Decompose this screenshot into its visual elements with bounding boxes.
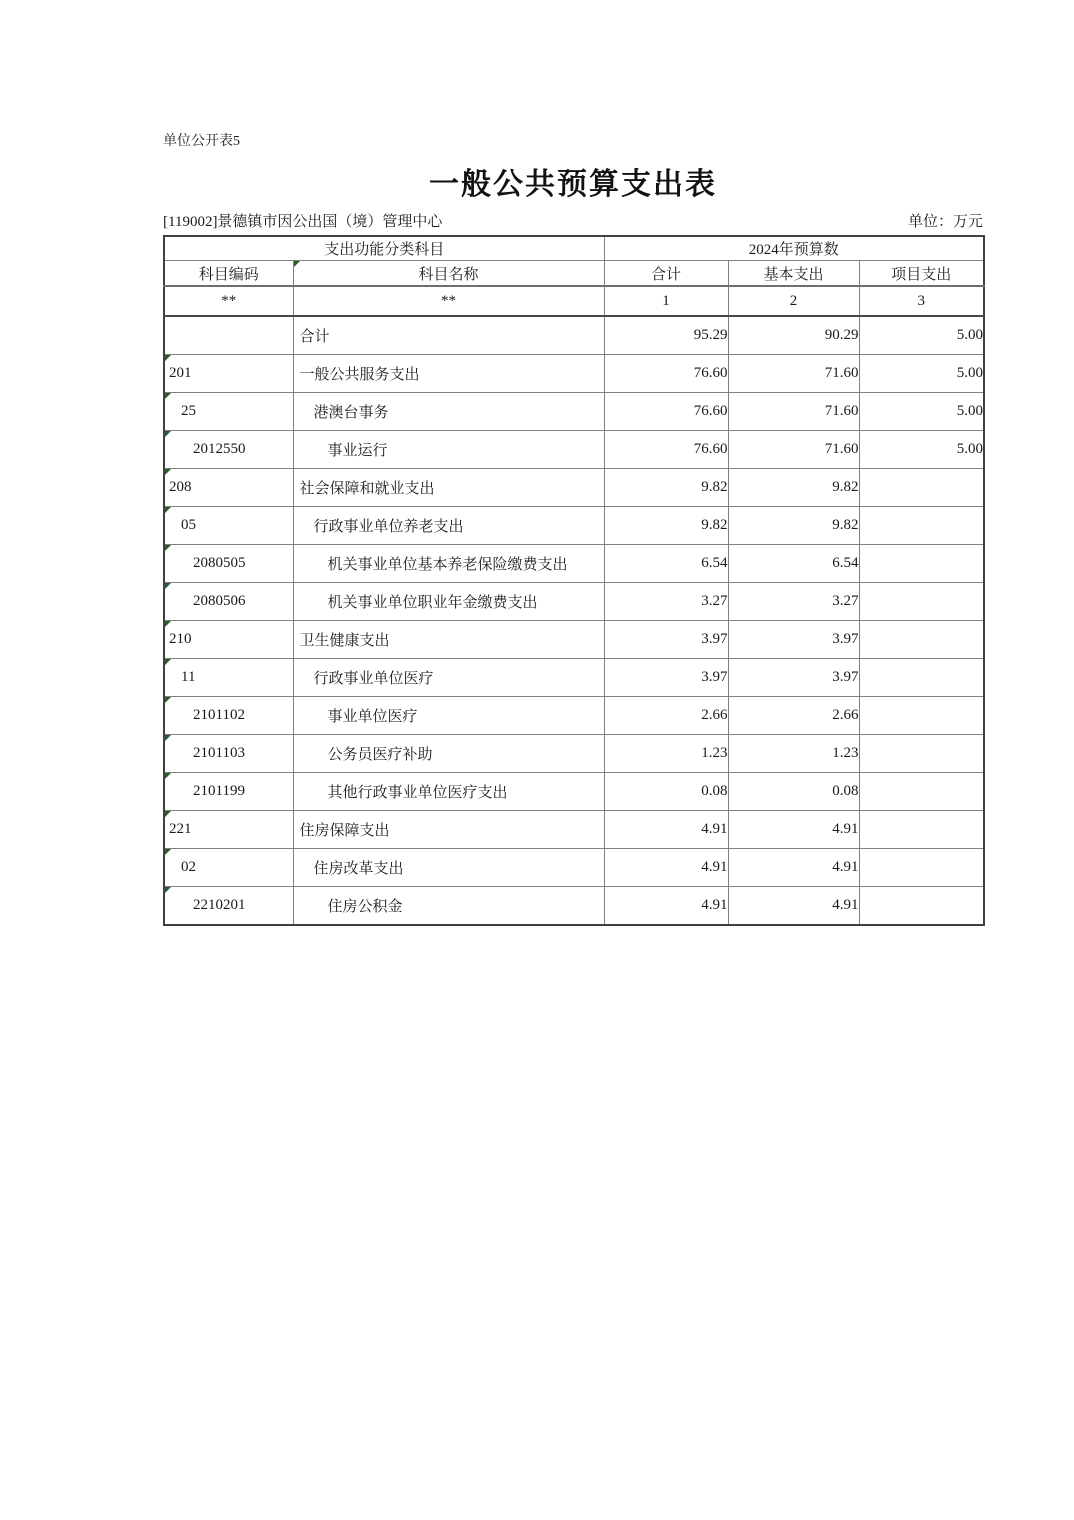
subject-code-cell: 2101199 (164, 773, 293, 811)
header-basic-expenditure: 基本支出 (728, 261, 859, 287)
project-expenditure-cell (859, 849, 984, 887)
subject-name-cell: 行政事业单位医疗 (293, 659, 604, 697)
project-expenditure-cell (859, 583, 984, 621)
total-cell: 6.54 (604, 545, 728, 583)
basic-expenditure-cell: 4.91 (728, 887, 859, 926)
subject-code-cell: 2080505 (164, 545, 293, 583)
header-index-row (164, 286, 984, 316)
subject-name-cell: 住房公积金 (293, 887, 604, 926)
subject-code-cell: 2101102 (164, 697, 293, 735)
total-cell: 9.82 (604, 469, 728, 507)
basic-expenditure-cell: 9.82 (728, 507, 859, 545)
total-cell: 9.82 (604, 507, 728, 545)
budget-table-body (164, 316, 984, 925)
total-cell: 1.23 (604, 735, 728, 773)
subject-code-cell: 2101103 (164, 735, 293, 773)
subject-name-cell: 住房改革支出 (293, 849, 604, 887)
unit-label: 单位：万元 (907, 214, 983, 230)
project-expenditure-cell: 5.00 (859, 316, 984, 355)
basic-expenditure-cell: 6.54 (728, 545, 859, 583)
document-content (163, 133, 983, 926)
basic-expenditure-cell: 71.60 (728, 355, 859, 393)
project-expenditure-cell (859, 697, 984, 735)
subhead-row (163, 213, 983, 232)
project-expenditure-cell: 5.00 (859, 431, 984, 469)
table-row (164, 431, 984, 469)
project-expenditure-cell (859, 659, 984, 697)
total-cell: 3.97 (604, 621, 728, 659)
index-cell-3: 3 (859, 286, 984, 316)
subject-code-cell: 05 (164, 507, 293, 545)
project-expenditure-cell: 5.00 (859, 393, 984, 431)
subject-name-cell: 事业单位医疗 (293, 697, 604, 735)
table-row (164, 773, 984, 811)
header-columns-row (164, 261, 984, 287)
total-cell: 3.27 (604, 583, 728, 621)
total-cell: 95.29 (604, 316, 728, 355)
project-expenditure-cell (859, 621, 984, 659)
basic-expenditure-cell: 4.91 (728, 811, 859, 849)
project-expenditure-cell (859, 773, 984, 811)
subject-name-cell: 社会保障和就业支出 (293, 469, 604, 507)
table-row (164, 545, 984, 583)
table-row (164, 735, 984, 773)
index-cell-name: ** (293, 286, 604, 316)
header-subject-name: 科目名称 (293, 261, 604, 287)
basic-expenditure-cell: 0.08 (728, 773, 859, 811)
header-group-budget-2024: 2024年预算数 (604, 236, 984, 261)
table-row (164, 697, 984, 735)
subject-code-cell: 221 (164, 811, 293, 849)
table-row (164, 355, 984, 393)
subject-code-cell: 02 (164, 849, 293, 887)
project-expenditure-cell (859, 735, 984, 773)
subject-name-cell: 机关事业单位基本养老保险缴费支出 (293, 545, 604, 583)
basic-expenditure-cell: 90.29 (728, 316, 859, 355)
project-expenditure-cell (859, 507, 984, 545)
header-subject-code: 科目编码 (164, 261, 293, 287)
doc-label: 单位公开表5 (163, 134, 240, 149)
total-cell: 76.60 (604, 393, 728, 431)
subject-name-cell: 事业运行 (293, 431, 604, 469)
total-cell: 76.60 (604, 355, 728, 393)
index-cell-1: 1 (604, 286, 728, 316)
basic-expenditure-cell: 2.66 (728, 697, 859, 735)
subject-name-cell: 住房保障支出 (293, 811, 604, 849)
subject-code-cell: 25 (164, 393, 293, 431)
subject-name-cell: 港澳台事务 (293, 393, 604, 431)
index-cell-2: 2 (728, 286, 859, 316)
total-cell: 4.91 (604, 811, 728, 849)
table-row (164, 507, 984, 545)
subject-code-cell: 210 (164, 621, 293, 659)
basic-expenditure-cell: 4.91 (728, 849, 859, 887)
subject-name-cell: 机关事业单位职业年金缴费支出 (293, 583, 604, 621)
table-row (164, 887, 984, 926)
subject-code-cell: 208 (164, 469, 293, 507)
table-header (164, 236, 984, 316)
subject-name-cell: 行政事业单位养老支出 (293, 507, 604, 545)
basic-expenditure-cell: 3.27 (728, 583, 859, 621)
table-row (164, 621, 984, 659)
budget-table (163, 235, 985, 926)
subject-code-cell: 2080506 (164, 583, 293, 621)
table-row (164, 811, 984, 849)
basic-expenditure-cell: 9.82 (728, 469, 859, 507)
header-group-row (164, 236, 984, 261)
subject-code-cell: 2012550 (164, 431, 293, 469)
table-row (164, 659, 984, 697)
org-name: [119002]景德镇市因公出国（境）管理中心 (163, 214, 443, 230)
total-cell: 4.91 (604, 887, 728, 926)
total-cell: 4.91 (604, 849, 728, 887)
subject-name-cell: 一般公共服务支出 (293, 355, 604, 393)
basic-expenditure-cell: 3.97 (728, 659, 859, 697)
basic-expenditure-cell: 71.60 (728, 431, 859, 469)
table-row (164, 583, 984, 621)
subject-name-cell: 卫生健康支出 (293, 621, 604, 659)
project-expenditure-cell (859, 887, 984, 926)
page-title: 一般公共预算支出表 (429, 168, 717, 201)
project-expenditure-cell (859, 545, 984, 583)
total-cell: 76.60 (604, 431, 728, 469)
header-total: 合计 (604, 261, 728, 287)
table-row (164, 316, 984, 355)
basic-expenditure-cell: 1.23 (728, 735, 859, 773)
project-expenditure-cell (859, 811, 984, 849)
header-project-expenditure: 项目支出 (859, 261, 984, 287)
subject-name-cell: 合计 (293, 316, 604, 355)
table-row (164, 469, 984, 507)
basic-expenditure-cell: 3.97 (728, 621, 859, 659)
project-expenditure-cell: 5.00 (859, 355, 984, 393)
subject-code-cell: 11 (164, 659, 293, 697)
basic-expenditure-cell: 71.60 (728, 393, 859, 431)
total-cell: 3.97 (604, 659, 728, 697)
subject-code-cell (164, 316, 293, 355)
total-cell: 2.66 (604, 697, 728, 735)
index-cell-code: ** (164, 286, 293, 316)
total-cell: 0.08 (604, 773, 728, 811)
subject-name-cell: 其他行政事业单位医疗支出 (293, 773, 604, 811)
subject-code-cell: 201 (164, 355, 293, 393)
subject-name-cell: 公务员医疗补助 (293, 735, 604, 773)
header-group-function: 支出功能分类科目 (164, 236, 604, 261)
table-row (164, 849, 984, 887)
table-row (164, 393, 984, 431)
project-expenditure-cell (859, 469, 984, 507)
subject-code-cell: 2210201 (164, 887, 293, 926)
